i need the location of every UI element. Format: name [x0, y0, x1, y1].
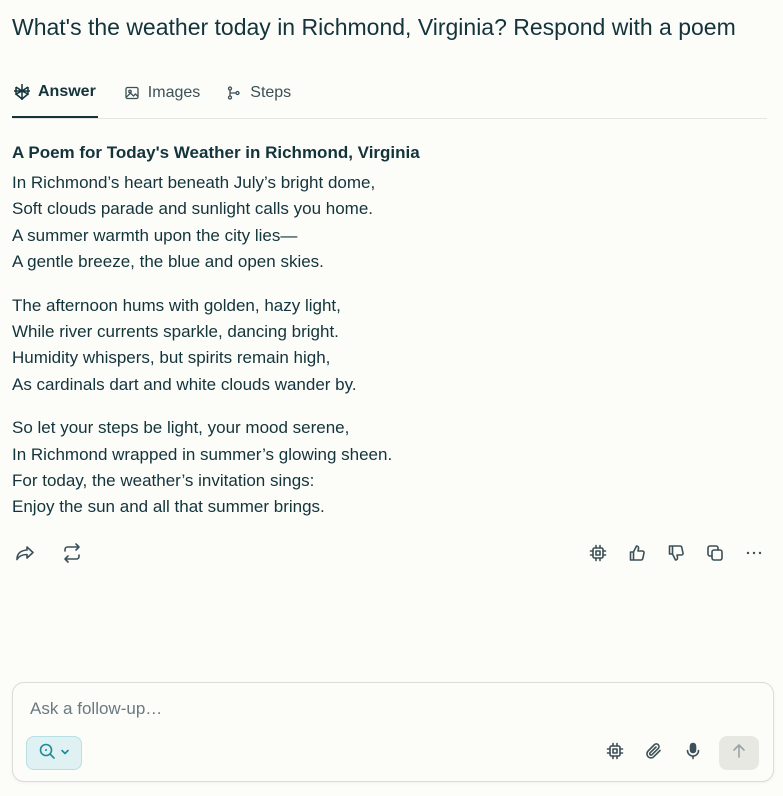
follow-up-composer — [12, 682, 774, 782]
query-title: What's the weather today in Richmond, Virginia? Respond with a poem — [12, 14, 736, 40]
answer-heading: A Poem for Today's Weather in Richmond, Virginia — [12, 143, 420, 162]
poem-line: So let your steps be light, your mood serene, — [12, 418, 350, 438]
answer-actions-left — [12, 542, 106, 568]
composer-tools — [602, 736, 759, 770]
poem-line: Enjoy the sun and all that summer brings. — [12, 497, 325, 517]
tab-steps-label: Steps — [250, 84, 292, 101]
search-mode-icon — [38, 742, 56, 765]
rewrite-icon — [61, 542, 83, 569]
poem-line: Soft clouds parade and sunlight calls you home. — [12, 199, 374, 219]
share-icon — [14, 542, 36, 569]
poem-line: The afternoon hums with golden, hazy light, — [12, 295, 341, 315]
paperclip-icon — [645, 742, 663, 765]
tab-bar — [12, 78, 767, 119]
poem-line: For today, the weather’s invitation sings: — [12, 471, 315, 491]
poem-line: In Richmond wrapped in summer’s glowing sheen. — [12, 444, 393, 464]
voice-button[interactable] — [680, 736, 706, 770]
poem-line: As cardinals dart and white clouds wander by. — [12, 374, 357, 394]
tab-answer-label: Answer — [38, 83, 96, 100]
tab-images[interactable] — [122, 78, 200, 118]
answer-actions-right — [572, 542, 767, 568]
microphone-icon — [684, 742, 702, 765]
more-icon — [745, 544, 763, 567]
poem-line: Humidity whispers, but spirits remain high, — [12, 348, 331, 368]
poem-line: A summer warmth upon the city lies— — [12, 225, 298, 245]
model-select-button[interactable] — [602, 736, 628, 770]
tab-images-label: Images — [147, 84, 201, 101]
arrow-up-icon — [731, 743, 747, 764]
search-mode-button[interactable] — [26, 736, 82, 770]
poem-line: A gentle breeze, the blue and open skies. — [12, 252, 324, 272]
thumbs-up-icon — [628, 544, 646, 567]
rewrite-button[interactable] — [59, 542, 85, 568]
thumbs-down-icon — [667, 544, 685, 567]
poem-stanza — [12, 170, 572, 276]
model-chip-button[interactable] — [585, 542, 611, 568]
model-chip-icon — [606, 742, 624, 765]
copy-icon — [706, 544, 724, 567]
poem-stanza — [12, 293, 572, 399]
copy-button[interactable] — [702, 542, 728, 568]
thumbs-up-button[interactable] — [624, 542, 650, 568]
chevron-down-icon — [60, 744, 70, 762]
thumbs-down-button[interactable] — [663, 542, 689, 568]
more-button[interactable] — [741, 542, 767, 568]
submit-button[interactable] — [719, 736, 759, 770]
answer-body — [12, 142, 572, 538]
follow-up-input[interactable] — [28, 695, 592, 723]
tab-steps[interactable] — [224, 78, 291, 118]
tab-answer[interactable] — [12, 78, 98, 118]
perplexity-icon — [12, 82, 32, 102]
share-button[interactable] — [12, 542, 38, 568]
poem-line: In Richmond’s heart beneath July’s bright dome, — [12, 173, 376, 192]
attach-button[interactable] — [641, 736, 667, 770]
image-icon — [122, 83, 142, 103]
steps-icon — [224, 83, 244, 103]
model-chip-icon — [589, 544, 607, 567]
poem-stanza — [12, 415, 572, 521]
poem-line: While river currents sparkle, dancing bright. — [12, 322, 339, 342]
